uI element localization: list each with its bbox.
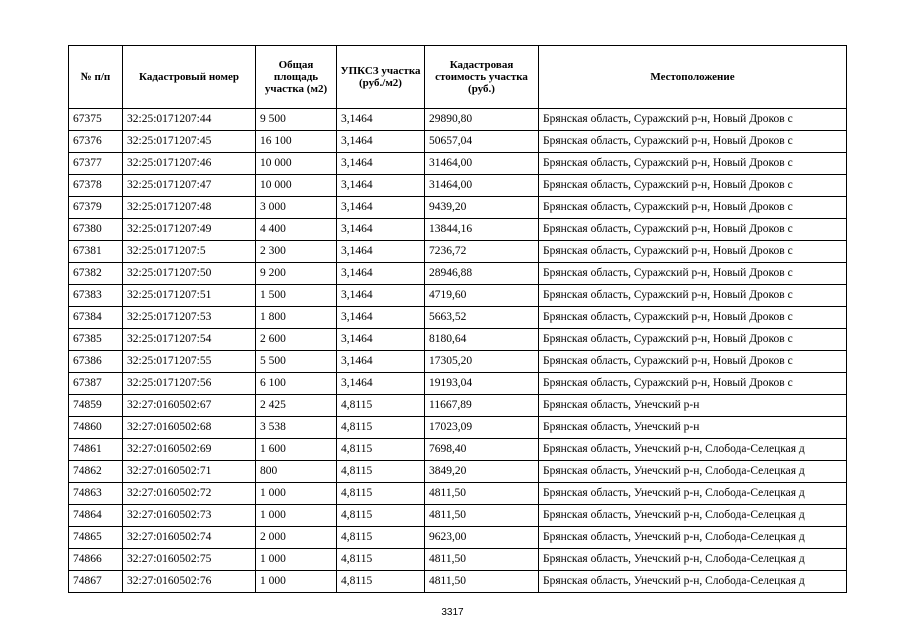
cadastral-number-cell: 32:25:0171207:51 bbox=[123, 285, 256, 307]
cadastral-value-cell: 29890,80 bbox=[425, 109, 539, 131]
area-cell: 9 200 bbox=[256, 263, 337, 285]
cadastral-value-cell: 4719,60 bbox=[425, 285, 539, 307]
location-cell: Брянская область, Унечский р-н, Слобода-Селецкая д bbox=[539, 461, 847, 483]
row-number-cell: 67377 bbox=[69, 153, 123, 175]
area-cell: 1 000 bbox=[256, 549, 337, 571]
upksz-cell: 4,8115 bbox=[337, 505, 425, 527]
row-number-cell: 67385 bbox=[69, 329, 123, 351]
cadastral-number-cell: 32:25:0171207:56 bbox=[123, 373, 256, 395]
location-cell: Брянская область, Суражский р-н, Новый Дроков с bbox=[539, 131, 847, 153]
location-cell: Брянская область, Суражский р-н, Новый Дроков с bbox=[539, 351, 847, 373]
area-cell: 9 500 bbox=[256, 109, 337, 131]
upksz-cell: 3,1464 bbox=[337, 175, 425, 197]
upksz-cell: 3,1464 bbox=[337, 307, 425, 329]
page-number: 3317 bbox=[441, 607, 464, 618]
cadastral-number-cell: 32:25:0171207:44 bbox=[123, 109, 256, 131]
row-number-cell: 67382 bbox=[69, 263, 123, 285]
upksz-cell: 4,8115 bbox=[337, 417, 425, 439]
area-cell: 16 100 bbox=[256, 131, 337, 153]
area-cell: 5 500 bbox=[256, 351, 337, 373]
cadastral-number-cell: 32:27:0160502:69 bbox=[123, 439, 256, 461]
row-number-cell: 74861 bbox=[69, 439, 123, 461]
cadastral-number-cell: 32:27:0160502:68 bbox=[123, 417, 256, 439]
upksz-cell: 3,1464 bbox=[337, 197, 425, 219]
cadastral-value-cell: 31464,00 bbox=[425, 175, 539, 197]
upksz-cell: 3,1464 bbox=[337, 131, 425, 153]
upksz-cell: 4,8115 bbox=[337, 395, 425, 417]
cadastral-value-cell: 4811,50 bbox=[425, 571, 539, 593]
upksz-cell: 3,1464 bbox=[337, 241, 425, 263]
row-number-cell: 67376 bbox=[69, 131, 123, 153]
table-row bbox=[69, 131, 847, 153]
cadastral-number-cell: 32:25:0171207:5 bbox=[123, 241, 256, 263]
table-row bbox=[69, 527, 847, 549]
cadastral-value-cell: 4811,50 bbox=[425, 505, 539, 527]
upksz-cell: 3,1464 bbox=[337, 263, 425, 285]
header-cadastral-number: Кадастровый номер bbox=[123, 46, 256, 109]
location-cell: Брянская область, Унечский р-н, Слобода-Селецкая д bbox=[539, 549, 847, 571]
cadastral-value-cell: 28946,88 bbox=[425, 263, 539, 285]
upksz-cell: 4,8115 bbox=[337, 461, 425, 483]
table-row bbox=[69, 241, 847, 263]
upksz-cell: 4,8115 bbox=[337, 527, 425, 549]
row-number-cell: 74859 bbox=[69, 395, 123, 417]
table-row bbox=[69, 373, 847, 395]
row-number-cell: 74864 bbox=[69, 505, 123, 527]
upksz-cell: 3,1464 bbox=[337, 373, 425, 395]
cadastral-number-cell: 32:25:0171207:54 bbox=[123, 329, 256, 351]
cadastral-number-cell: 32:25:0171207:55 bbox=[123, 351, 256, 373]
location-cell: Брянская область, Суражский р-н, Новый Дроков с bbox=[539, 263, 847, 285]
cadastral-number-cell: 32:25:0171207:48 bbox=[123, 197, 256, 219]
cadastral-value-cell: 5663,52 bbox=[425, 307, 539, 329]
location-cell: Брянская область, Унечский р-н, Слобода-Селецкая д bbox=[539, 483, 847, 505]
row-number-cell: 67384 bbox=[69, 307, 123, 329]
area-cell: 3 538 bbox=[256, 417, 337, 439]
area-cell: 4 400 bbox=[256, 219, 337, 241]
cadastral-number-cell: 32:27:0160502:76 bbox=[123, 571, 256, 593]
table-row bbox=[69, 505, 847, 527]
area-cell: 1 000 bbox=[256, 483, 337, 505]
row-number-cell: 67383 bbox=[69, 285, 123, 307]
cadastral-number-cell: 32:27:0160502:67 bbox=[123, 395, 256, 417]
row-number-cell: 74862 bbox=[69, 461, 123, 483]
area-cell: 2 425 bbox=[256, 395, 337, 417]
area-cell: 1 500 bbox=[256, 285, 337, 307]
header-number: № п/п bbox=[69, 46, 123, 109]
location-cell: Брянская область, Унечский р-н, Слобода-Селецкая д bbox=[539, 527, 847, 549]
cadastral-table bbox=[68, 45, 847, 593]
row-number-cell: 74865 bbox=[69, 527, 123, 549]
cadastral-number-cell: 32:27:0160502:71 bbox=[123, 461, 256, 483]
area-cell: 2 000 bbox=[256, 527, 337, 549]
cadastral-value-cell: 3849,20 bbox=[425, 461, 539, 483]
table-row bbox=[69, 197, 847, 219]
cadastral-value-cell: 13844,16 bbox=[425, 219, 539, 241]
location-cell: Брянская область, Суражский р-н, Новый Дроков с bbox=[539, 285, 847, 307]
cadastral-number-cell: 32:25:0171207:47 bbox=[123, 175, 256, 197]
upksz-cell: 3,1464 bbox=[337, 219, 425, 241]
upksz-cell: 4,8115 bbox=[337, 549, 425, 571]
row-number-cell: 74866 bbox=[69, 549, 123, 571]
location-cell: Брянская область, Суражский р-н, Новый Дроков с bbox=[539, 307, 847, 329]
location-cell: Брянская область, Суражский р-н, Новый Дроков с bbox=[539, 329, 847, 351]
cadastral-number-cell: 32:27:0160502:73 bbox=[123, 505, 256, 527]
location-cell: Брянская область, Унечский р-н bbox=[539, 395, 847, 417]
header-area: Общая площадь участка (м2) bbox=[256, 46, 337, 109]
table-row bbox=[69, 219, 847, 241]
cadastral-value-cell: 8180,64 bbox=[425, 329, 539, 351]
area-cell: 2 600 bbox=[256, 329, 337, 351]
table-row bbox=[69, 329, 847, 351]
location-cell: Брянская область, Суражский р-н, Новый Дроков с bbox=[539, 109, 847, 131]
upksz-cell: 3,1464 bbox=[337, 329, 425, 351]
cadastral-value-cell: 9623,00 bbox=[425, 527, 539, 549]
row-number-cell: 74867 bbox=[69, 571, 123, 593]
table-row bbox=[69, 285, 847, 307]
row-number-cell: 74860 bbox=[69, 417, 123, 439]
upksz-cell: 4,8115 bbox=[337, 439, 425, 461]
table-row bbox=[69, 461, 847, 483]
cadastral-value-cell: 19193,04 bbox=[425, 373, 539, 395]
area-cell: 1 800 bbox=[256, 307, 337, 329]
location-cell: Брянская область, Унечский р-н bbox=[539, 417, 847, 439]
cadastral-number-cell: 32:25:0171207:50 bbox=[123, 263, 256, 285]
upksz-cell: 3,1464 bbox=[337, 351, 425, 373]
row-number-cell: 67380 bbox=[69, 219, 123, 241]
table-row bbox=[69, 417, 847, 439]
table-body bbox=[69, 109, 847, 593]
table-row bbox=[69, 395, 847, 417]
row-number-cell: 67375 bbox=[69, 109, 123, 131]
table-row bbox=[69, 307, 847, 329]
area-cell: 800 bbox=[256, 461, 337, 483]
location-cell: Брянская область, Суражский р-н, Новый Дроков с bbox=[539, 219, 847, 241]
cadastral-number-cell: 32:25:0171207:46 bbox=[123, 153, 256, 175]
area-cell: 2 300 bbox=[256, 241, 337, 263]
cadastral-value-cell: 17305,20 bbox=[425, 351, 539, 373]
table-row bbox=[69, 571, 847, 593]
cadastral-value-cell: 4811,50 bbox=[425, 549, 539, 571]
header-upksz: УПКСЗ участка (руб./м2) bbox=[337, 46, 425, 109]
row-number-cell: 67378 bbox=[69, 175, 123, 197]
location-cell: Брянская область, Суражский р-н, Новый Дроков с bbox=[539, 175, 847, 197]
table-row bbox=[69, 483, 847, 505]
cadastral-value-cell: 7236,72 bbox=[425, 241, 539, 263]
area-cell: 1 000 bbox=[256, 505, 337, 527]
row-number-cell: 67386 bbox=[69, 351, 123, 373]
cadastral-number-cell: 32:25:0171207:53 bbox=[123, 307, 256, 329]
area-cell: 6 100 bbox=[256, 373, 337, 395]
location-cell: Брянская область, Суражский р-н, Новый Дроков с bbox=[539, 197, 847, 219]
table-row bbox=[69, 549, 847, 571]
cadastral-value-cell: 31464,00 bbox=[425, 153, 539, 175]
upksz-cell: 3,1464 bbox=[337, 109, 425, 131]
row-number-cell: 67387 bbox=[69, 373, 123, 395]
table-row bbox=[69, 439, 847, 461]
table-row bbox=[69, 263, 847, 285]
cadastral-value-cell: 7698,40 bbox=[425, 439, 539, 461]
location-cell: Брянская область, Унечский р-н, Слобода-Селецкая д bbox=[539, 505, 847, 527]
cadastral-value-cell: 9439,20 bbox=[425, 197, 539, 219]
cadastral-number-cell: 32:27:0160502:75 bbox=[123, 549, 256, 571]
upksz-cell: 4,8115 bbox=[337, 483, 425, 505]
row-number-cell: 67381 bbox=[69, 241, 123, 263]
row-number-cell: 74863 bbox=[69, 483, 123, 505]
upksz-cell: 3,1464 bbox=[337, 153, 425, 175]
area-cell: 10 000 bbox=[256, 153, 337, 175]
location-cell: Брянская область, Унечский р-н, Слобода-Селецкая д bbox=[539, 439, 847, 461]
cadastral-number-cell: 32:25:0171207:49 bbox=[123, 219, 256, 241]
table-row bbox=[69, 175, 847, 197]
area-cell: 3 000 bbox=[256, 197, 337, 219]
location-cell: Брянская область, Суражский р-н, Новый Дроков с bbox=[539, 153, 847, 175]
header-cadastral-value: Кадастровая стоимость участка (руб.) bbox=[425, 46, 539, 109]
row-number-cell: 67379 bbox=[69, 197, 123, 219]
table-row bbox=[69, 109, 847, 131]
cadastral-value-cell: 50657,04 bbox=[425, 131, 539, 153]
area-cell: 1 000 bbox=[256, 571, 337, 593]
area-cell: 10 000 bbox=[256, 175, 337, 197]
location-cell: Брянская область, Суражский р-н, Новый Дроков с bbox=[539, 373, 847, 395]
location-cell: Брянская область, Унечский р-н, Слобода-Селецкая д bbox=[539, 571, 847, 593]
location-cell: Брянская область, Суражский р-н, Новый Дроков с bbox=[539, 241, 847, 263]
cadastral-number-cell: 32:27:0160502:74 bbox=[123, 527, 256, 549]
table-header-row bbox=[69, 46, 847, 109]
cadastral-value-cell: 11667,89 bbox=[425, 395, 539, 417]
header-location: Местоположение bbox=[539, 46, 847, 109]
table-row bbox=[69, 153, 847, 175]
cadastral-number-cell: 32:25:0171207:45 bbox=[123, 131, 256, 153]
area-cell: 1 600 bbox=[256, 439, 337, 461]
upksz-cell: 4,8115 bbox=[337, 571, 425, 593]
cadastral-value-cell: 4811,50 bbox=[425, 483, 539, 505]
cadastral-value-cell: 17023,09 bbox=[425, 417, 539, 439]
table-row bbox=[69, 351, 847, 373]
cadastral-number-cell: 32:27:0160502:72 bbox=[123, 483, 256, 505]
upksz-cell: 3,1464 bbox=[337, 285, 425, 307]
